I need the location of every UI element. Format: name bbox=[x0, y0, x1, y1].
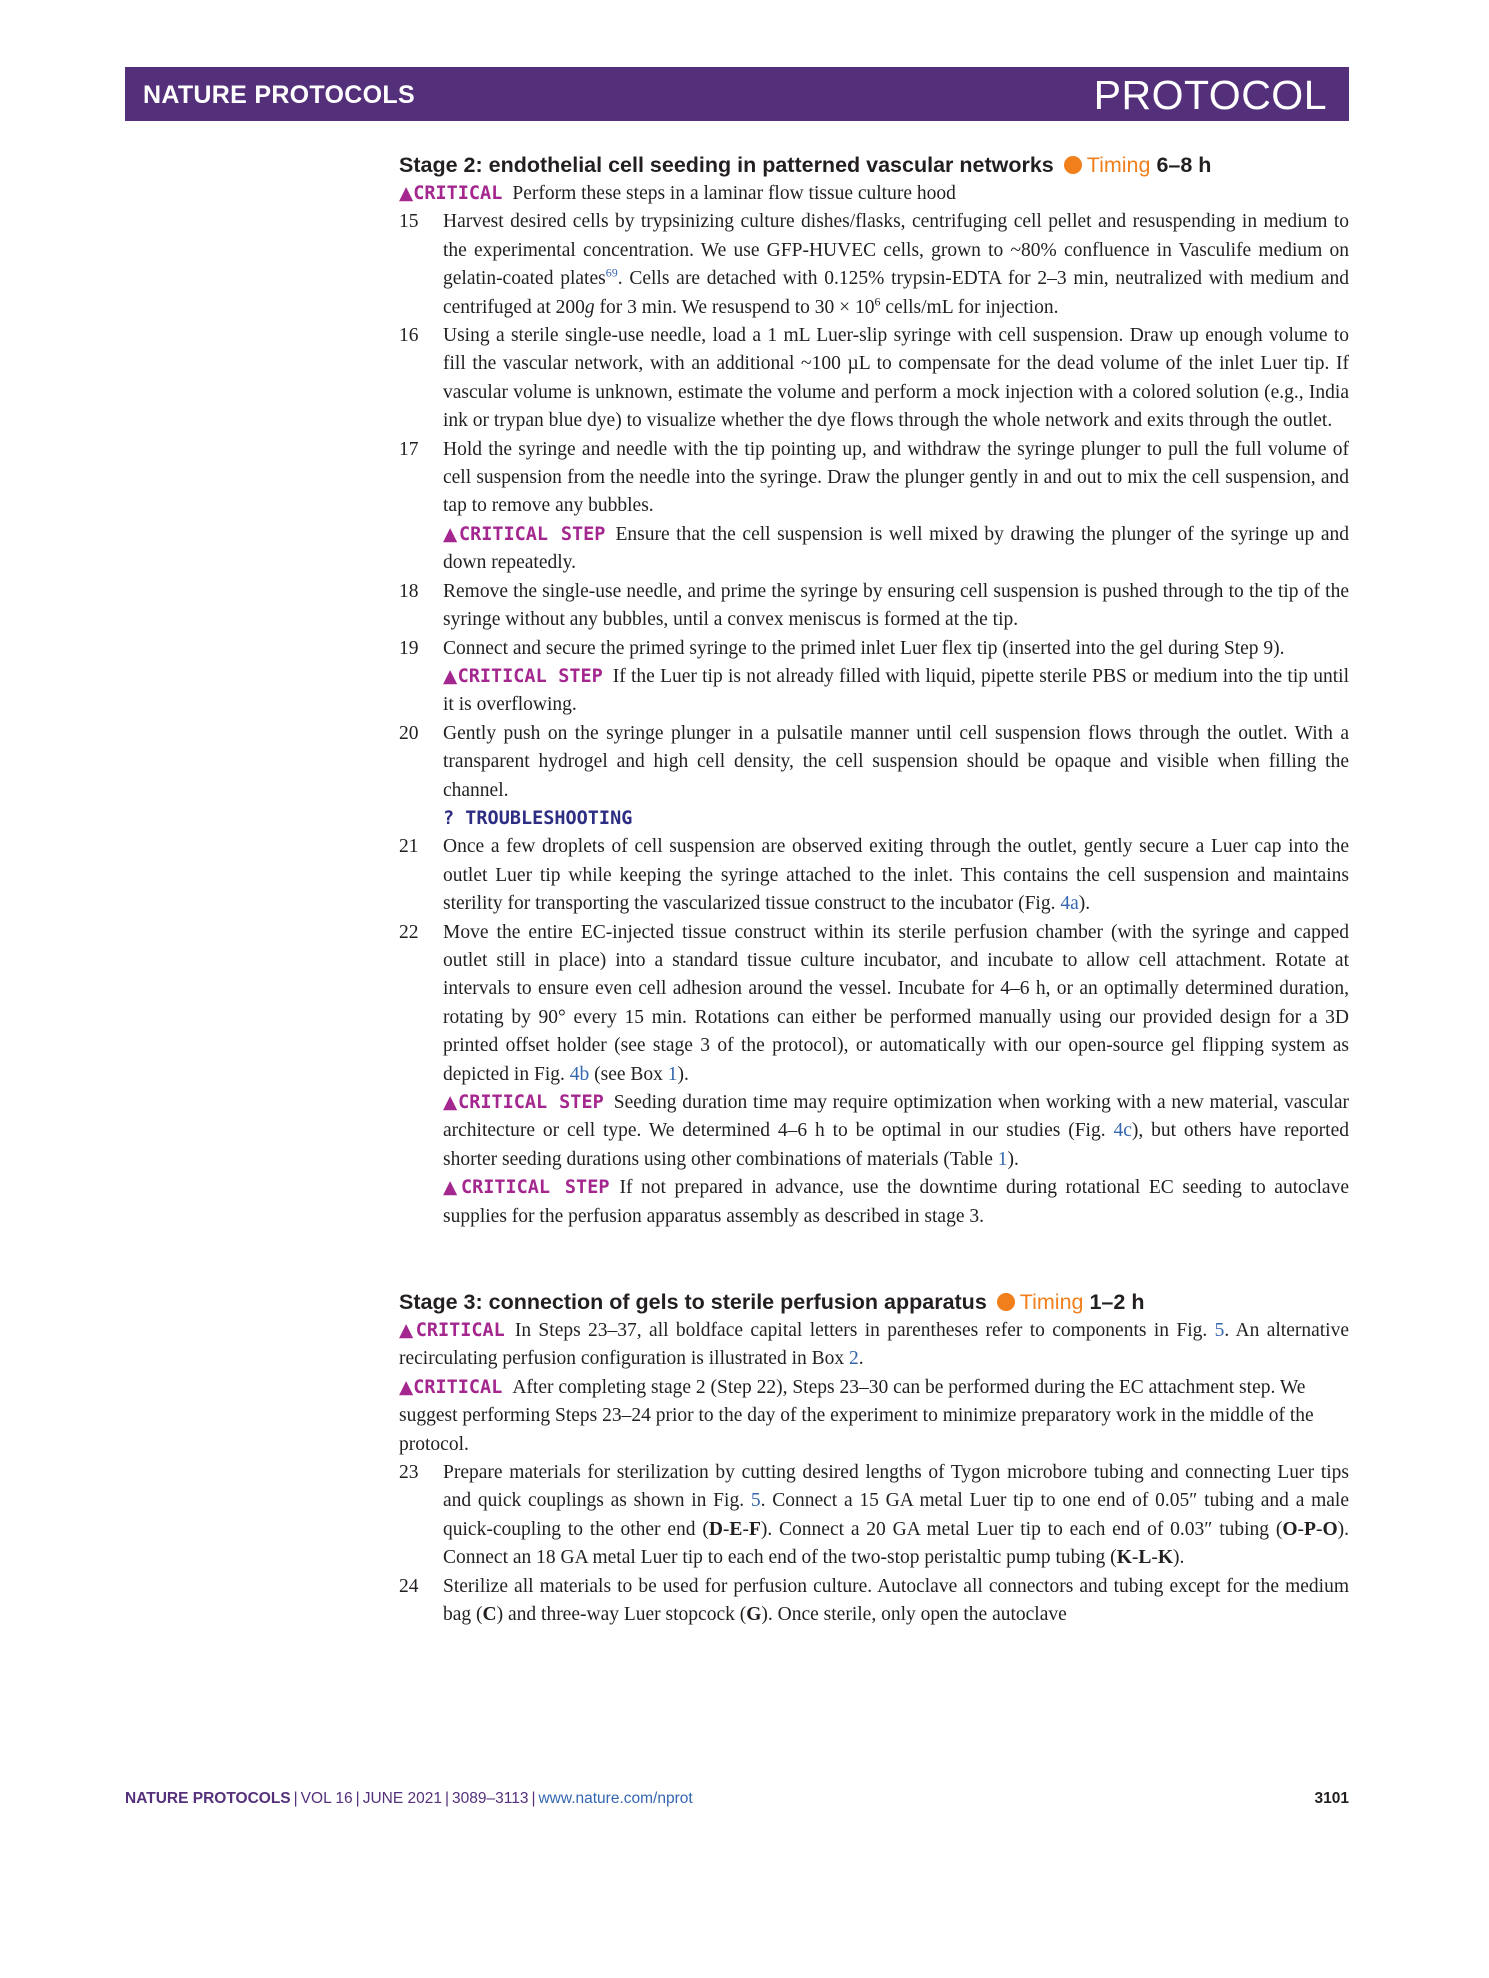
critical-triangle-icon: ▲ bbox=[399, 1320, 416, 1342]
critical-triangle-icon: ▲ bbox=[443, 1092, 459, 1113]
stage3-critical-note-1: ▲CRITICAL In Steps 23–37, all boldface capital letters in parentheses refer to components in Fig. 5. An alternative recirculating perfusion configuration is illustrated in Box 2. bbox=[399, 1320, 1349, 1370]
timing-label: Timing bbox=[1086, 153, 1151, 177]
critical-triangle-icon: ▲ bbox=[399, 183, 414, 204]
page-footer: NATURE PROTOCOLS | VOL 16 | JUNE 2021 | 3089–3113 | www.nature.com/nprot 3101 bbox=[125, 1790, 1349, 1807]
article-type: PROTOCOL bbox=[1093, 72, 1327, 118]
step-23: 23 Prepare materials for sterilization by cutting desired lengths of Tygon microbore tubing and connecting Luer tips and quick couplings as shown in Fig. 5. Connect a 15 GA metal Luer tip to one end of 0.05″ tubing and a male quick-coupling to the other end (D-E-F). Connect a 20 GA metal Luer tip to each end of 0.03″ tubing (O-P-O). Connect an 18 GA metal Luer tip to each end of the two-stop peristaltic pump tubing (K-L-K). bbox=[399, 1459, 1349, 1573]
critical-step-label: ▲CRITICAL STEP bbox=[443, 1092, 604, 1113]
reference-link[interactable]: 69 bbox=[605, 265, 618, 280]
page-number: 3101 bbox=[1314, 1790, 1349, 1807]
footer-url-link[interactable]: www.nature.com/nprot bbox=[538, 1790, 693, 1807]
troubleshooting-link[interactable]: ? TROUBLESHOOTING bbox=[443, 807, 633, 829]
footer-date: JUNE 2021 bbox=[362, 1790, 442, 1807]
step-number: 16 bbox=[399, 325, 419, 347]
stage2-title: Stage 2: endothelial cell seeding in patterned vascular networks bbox=[399, 153, 1054, 177]
timing-value: 1–2 h bbox=[1089, 1290, 1145, 1315]
critical-step-label: ▲CRITICAL STEP bbox=[443, 523, 606, 545]
critical-label: ▲CRITICAL bbox=[399, 1320, 505, 1342]
stage2-critical-note: ▲CRITICAL Perform these steps in a laminar flow tissue culture hood bbox=[399, 183, 956, 204]
stage3-title: Stage 3: connection of gels to sterile perfusion apparatus bbox=[399, 1290, 987, 1315]
footer-volume: VOL 16 bbox=[300, 1790, 353, 1807]
journal-name: NATURE PROTOCOLS bbox=[143, 81, 415, 109]
figure-link[interactable]: 5 bbox=[750, 1490, 761, 1512]
timing-value: 6–8 h bbox=[1156, 153, 1212, 177]
page-content bbox=[399, 150, 1349, 1630]
stage3-critical-note-2: ▲CRITICAL After completing stage 2 (Step 22), Steps 23–30 can be performed during the EC attachment step. We suggest performing Steps 23–24 prior to the day of the experiment to minimize preparatory work in the middle of the protocol. bbox=[399, 1376, 1314, 1455]
timing-label: Timing bbox=[1019, 1290, 1084, 1315]
step-16: 16 Using a sterile single-use needle, load a 1 mL Luer-slip syringe with cell suspension. Draw up enough volume to fill the vascular network, with an additional ~100 µL to compensate for the dead volume of the inlet Luer tip. If vascular volume is unknown, estimate the volume and perform a mock injection with a colored solution (e.g., India ink or trypan blue dye) to visualize whether the dye flows through the whole network and exits through the outlet. bbox=[399, 322, 1349, 436]
figure-link[interactable]: 4c bbox=[1113, 1120, 1132, 1142]
step-number: 24 bbox=[399, 1575, 419, 1597]
step-number: 23 bbox=[399, 1462, 419, 1484]
step-20: 20 Gently push on the syringe plunger in a pulsatile manner until cell suspension flows through the outlet. With a transparent hydrogel and high cell density, the cell suspension should be opaque and visible when filling the channel. ? TROUBLESHOOTING bbox=[399, 720, 1349, 834]
step-number: 20 bbox=[399, 722, 419, 744]
critical-triangle-icon: ▲ bbox=[443, 665, 458, 687]
step-18: 18 Remove the single-use needle, and prime the syringe by ensuring cell suspension is pushed through to the tip of the syringe without any bubbles, until a convex meniscus is formed at the tip. bbox=[399, 578, 1349, 635]
journal-banner bbox=[125, 67, 1349, 121]
critical-step-label: ▲CRITICAL STEP bbox=[443, 1177, 610, 1199]
step-17: 17 Hold the syringe and needle with the tip pointing up, and withdraw the syringe plunger to pull the full volume of cell suspension from the needle into the syringe. Draw the plunger gently in and out to mix the cell suspension, and tap to remove any bubbles. ▲CRITICAL STEP Ensure that the cell suspension is well mixed by drawing the plunger of the syringe up and down repeatedly. bbox=[399, 436, 1349, 578]
step-21: 21 Once a few droplets of cell suspension are observed exiting through the outlet, gently secure a Luer cap into the outlet Luer tip while keeping the syringe attached to the inlet. This contains the cell suspension and maintains sterility for transporting the vascularized tissue construct to the incubator (Fig. 4a). bbox=[399, 833, 1349, 918]
step-number: 15 bbox=[399, 211, 419, 233]
critical-step-note: ▲CRITICAL STEP Seeding duration time may require optimization when working with a new material, vascular architecture or cell type. We determined 4–6 h to be optimal in our studies (Fig. 4c), but others have reported shorter seeding durations using other combinations of materials (Table 1). bbox=[443, 1092, 1349, 1170]
figure-link[interactable]: 5 bbox=[1214, 1320, 1225, 1342]
step-22: 22 Move the entire EC-injected tissue construct within its sterile perfusion chamber (with the syringe and capped outlet still in place) into a standard tissue culture incubator, and incubate to allow cell attachment. Rotate at intervals to ensure even cell adhesion around the vessel. Incubate for 4–6 h, or an optimally determined duration, rotating by 90° every 15 min. Rotations can either be performed manually using our provided design for a 3D printed offset holder (see stage 3 of the protocol), or automatically with our open-source gel flipping system as depicted in Fig. 4b (see Box 1). ▲CRITICAL STEP Seeding duration time may require optimization when working with a new material, vascular architecture or cell type. We determined 4–6 h to be optimal in our studies (Fig. 4c), but others have reported shorter seeding durations using other combinations of materials (Table 1). ▲CRITICAL STEP If not prepared in advance, use the downtime during rotational EC seeding to autoclave supplies for the perfusion apparatus assembly as described in stage 3. bbox=[399, 919, 1349, 1231]
figure-link[interactable]: 4b bbox=[569, 1063, 590, 1085]
stage2-heading bbox=[399, 150, 1349, 180]
critical-step-label: ▲CRITICAL STEP bbox=[443, 665, 603, 687]
critical-label: ▲CRITICAL bbox=[399, 1376, 503, 1398]
step-number: 19 bbox=[399, 637, 419, 659]
stage3-heading bbox=[399, 1287, 1349, 1317]
step-number: 21 bbox=[399, 836, 419, 858]
critical-triangle-icon: ▲ bbox=[443, 523, 459, 545]
table-link[interactable]: 1 bbox=[997, 1148, 1008, 1170]
critical-step-note: ▲CRITICAL STEP Ensure that the cell suspension is well mixed by drawing the plunger of the syringe up and down repeatedly. bbox=[443, 523, 1349, 574]
critical-label: ▲CRITICAL bbox=[399, 183, 503, 204]
critical-step-note: ▲CRITICAL STEP If the Luer tip is not already filled with liquid, pipette sterile PBS or medium into the tip until it is overflowing. bbox=[443, 665, 1349, 716]
step-15: 15 Harvest desired cells by trypsinizing culture dishes/flasks, centrifuging cell pellet and resuspending in medium to the experimental concentration. We use GFP-HUVEC cells, grown to ~80% confluence in Vasculife medium on gelatin-coated plates$^{69}$. Cells are detached with 0.125% trypsin-EDTA for 2–3 min, neutralized with medium and centrifuged at 200g for 3 min. We resuspend to $30 \times 10^6$ cells/mL for injection. bbox=[399, 208, 1349, 322]
box-link[interactable]: 2 bbox=[849, 1348, 859, 1370]
critical-triangle-icon: ▲ bbox=[399, 1376, 414, 1398]
figure-link[interactable]: 4a bbox=[1060, 893, 1079, 915]
critical-step-note: ▲CRITICAL STEP If not prepared in advance, use the downtime during rotational EC seeding to autoclave supplies for the perfusion apparatus assembly as described in stage 3. bbox=[443, 1177, 1349, 1227]
step-number: 17 bbox=[399, 438, 419, 460]
footer-journal: NATURE PROTOCOLS bbox=[125, 1790, 291, 1807]
step-number: 22 bbox=[399, 921, 419, 943]
critical-triangle-icon: ▲ bbox=[443, 1177, 461, 1199]
step-number: 18 bbox=[399, 580, 419, 602]
box-link[interactable]: 1 bbox=[667, 1063, 678, 1085]
step-19: 19 Connect and secure the primed syringe to the primed inlet Luer flex tip (inserted into the gel during Step 9). ▲CRITICAL STEP If the Luer tip is not already filled with liquid, pipette sterile PBS or medium into the tip until it is overflowing. bbox=[399, 635, 1349, 720]
footer-pages: 3089–3113 bbox=[452, 1790, 529, 1807]
step-24: 24 Sterilize all materials to be used for perfusion culture. Autoclave all connectors and tubing except for the medium bag (C) and three-way Luer stopcock (G). Once sterile, only open the autoclave bbox=[399, 1573, 1349, 1630]
timing-dot-icon bbox=[1064, 156, 1082, 174]
timing-dot-icon bbox=[997, 1293, 1015, 1311]
